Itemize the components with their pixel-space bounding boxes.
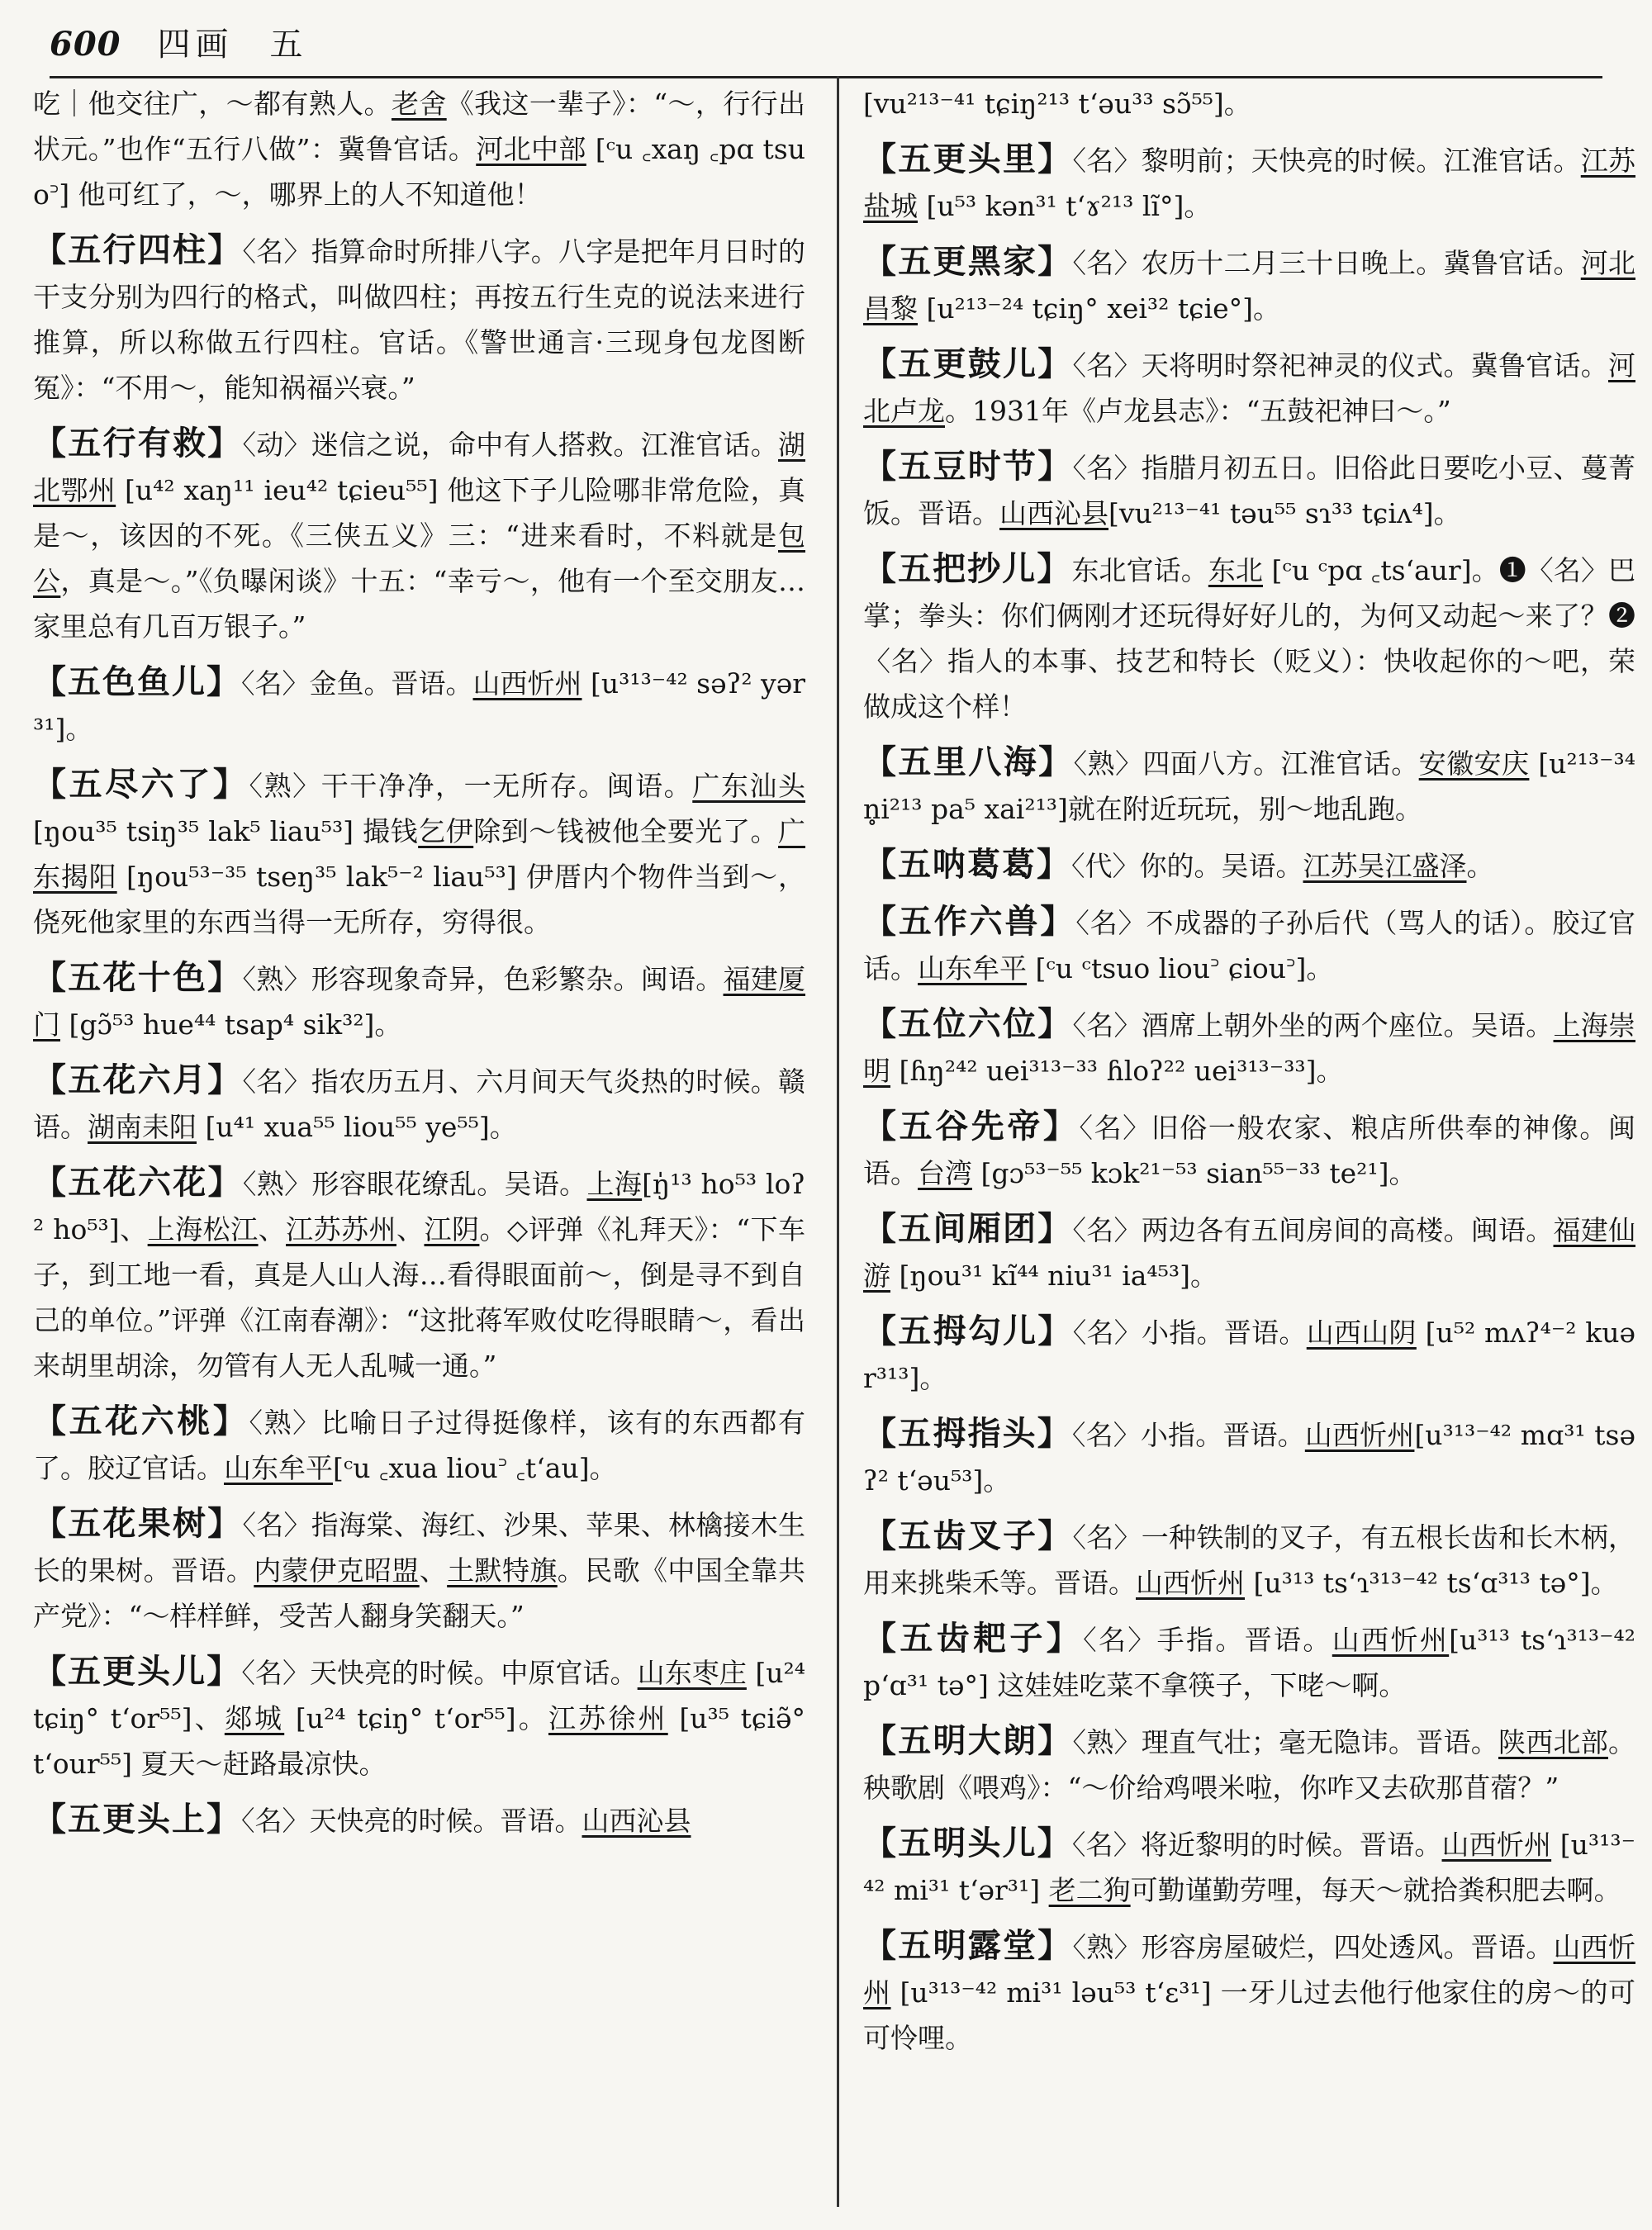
headword: 【五更头里】 — [863, 140, 1073, 178]
headword: 【五明露堂】 — [863, 1926, 1073, 1965]
definition-text: 〈名〉两边各有五间房间的高楼。闽语。 — [1072, 1214, 1554, 1246]
headword: 【五呐葛葛】 — [863, 845, 1071, 884]
definition-text: 吃｜他交往广，～都有熟人。 — [33, 88, 392, 120]
dictionary-entry — [33, 1057, 805, 1150]
place-name: 山东枣庄 — [637, 1657, 747, 1689]
definition-text: [vu²¹³⁻⁴¹ tɕiŋ²¹³ t‘əu³³ sɔ̃⁵⁵]。 — [863, 88, 1251, 120]
definition-text: 。民歌《中国全靠共产党》：“～样样鲜，受苦人翻身笑翻天。” — [33, 1554, 805, 1632]
place-name: 山东牟平 — [918, 952, 1027, 985]
place-name: 广东揭阳 — [33, 815, 805, 893]
dictionary-entry — [863, 1206, 1635, 1298]
definition-text: 〈名〉一种铁制的叉子，有五根长齿和长木柄，用来挑柴禾等。晋语。 — [863, 1521, 1635, 1599]
headword: 【五更黑家】 — [863, 242, 1073, 281]
headword: 【五更头儿】 — [33, 1652, 242, 1691]
definition-text: [u³¹³⁻⁴² mɑ³¹ tsəʔ² t‘əu⁵³]。 — [863, 1419, 1635, 1497]
definition-text: [u³¹³⁻⁴² mi³¹ ləu⁵³ t‘ɛ³¹] 一牙儿过去他行他家住的房～的可可怜哩。 — [863, 1976, 1635, 2054]
definition-text: [ŋ̍¹³ ho⁵³ loʔ² ho⁵³]、 — [33, 1168, 805, 1245]
place-name: 上海 — [586, 1168, 643, 1200]
dictionary-entry — [863, 1718, 1635, 1810]
definition-text: 〈名〉指农历五月、六月间天气炎热的时候。赣语。 — [33, 1065, 805, 1143]
place-name: 山西忻州 — [1332, 1624, 1450, 1656]
definition-text: 〈名〉农历十二月三十日晚上。冀鲁官话。 — [1072, 247, 1581, 279]
definition-text: 〈名〉将近黎明的时候。晋语。 — [1071, 1829, 1442, 1861]
definition-text: [u³¹³⁻⁴² səʔ² yər³¹]。 — [33, 667, 805, 745]
definition-text: 〈名〉天快亮的时候。中原官话。 — [241, 1657, 638, 1689]
place-name: 河北昌黎 — [863, 247, 1635, 325]
place-name: 江苏盐城 — [863, 145, 1635, 222]
headword: 【五色鱼儿】 — [33, 662, 241, 701]
place-name: 老舍 — [391, 88, 447, 120]
place-name: 老二狗 — [1048, 1874, 1131, 1906]
headword: 【五位六位】 — [863, 1004, 1073, 1043]
place-name: 河北中部 — [476, 133, 586, 165]
headword: 【五拇勾儿】 — [863, 1312, 1073, 1350]
definition-text: [ŋou⁵³⁻³⁵ tseŋ³⁵ lak⁵⁻² liau⁵³] 伊厝内个物件当到～，侥死他家里的东西当得一无所存，穷得很。 — [33, 861, 805, 938]
definition-text: 〈名〉黎明前；天快亮的时候。江淮官话。 — [1072, 145, 1581, 177]
definition-text: 。◇评弹《礼拜天》：“下车子，到工地一看，真是人山人海…看得眼面前～，倒是寻不到自己的单位。”评弹《江南春潮》：“这批蒋军败仗吃得眼睛～，看出来胡里胡涂，勿管有人无人乱喊一通。” — [33, 1213, 805, 1382]
place-name: 山西忻州 — [1304, 1419, 1415, 1451]
dictionary-entry — [33, 955, 805, 1047]
definition-text: [gɔ̃⁵³ hue⁴⁴ tsap⁴ sik³²]。 — [60, 1008, 402, 1041]
dictionary-entry — [863, 1411, 1635, 1503]
headword: 【五花十色】 — [33, 958, 243, 997]
definition-text: [u²¹³⁻³⁴ n̥i²¹³ pa⁵ xai²¹³]就在附近玩玩，别～地乱跑。 — [863, 747, 1635, 825]
definition-text: 〈熟〉形容现象奇异，色彩繁杂。闽语。 — [242, 963, 724, 995]
definition-text: [gɔ⁵³⁻⁵⁵ kɔk²¹⁻⁵³ sian⁵⁵⁻³³ te²¹]。 — [972, 1157, 1417, 1189]
definition-text: [ᶜu ꜀xua liou꜄ ꜀t‘au]。 — [333, 1452, 617, 1484]
dictionary-entry — [863, 1103, 1635, 1196]
place-name: 山西忻州 — [863, 1931, 1635, 2009]
definition-text: 〈熟〉比喻日子过得挺像样，该有的东西都有了。胶辽官话。 — [33, 1407, 805, 1484]
definition-text: ，真是～。”《负曝闲谈》十五：“幸亏～，他有一个至交朋友…家里总有几百万银子。” — [33, 565, 805, 643]
place-name: 郯城 — [224, 1702, 285, 1734]
definition-text: 〈名〉旧俗一般农家、粮店所供奉的神像。闽语。 — [863, 1112, 1635, 1189]
headword: 【五花六花】 — [33, 1163, 243, 1202]
definition-text: 、 — [419, 1554, 448, 1587]
place-name: 江苏吴江盛泽 — [1303, 850, 1467, 882]
dictionary-entry — [863, 899, 1635, 991]
dictionary-entry — [33, 1796, 805, 1843]
place-name: 江阴 — [424, 1213, 480, 1245]
dictionary-entry — [33, 1649, 805, 1786]
dictionary-entry — [863, 1001, 1635, 1094]
definition-text: 。 — [1466, 850, 1494, 882]
dictionary-entry — [33, 1501, 805, 1639]
place-name: 山西忻州 — [1441, 1829, 1552, 1861]
place-name: 山西忻州 — [1136, 1567, 1245, 1599]
definition-text: [u⁵² mʌʔ⁴⁻² kuər³¹³]。 — [863, 1317, 1635, 1394]
dictionary-entry — [863, 1616, 1635, 1708]
definition-text: 〈名〉指算命时所排八字。八字是把年月日时的干支分别为四行的格式，叫做四柱；再按五行生克的说法来进行推算，所以称做五行四柱。官话。《警世通言·三现身包龙图断冤》：“不用～，能知祸福兴衰。” — [33, 235, 805, 404]
definition-text: [ᶜu ᶜtsuo liou꜄ ɕiou꜄]。 — [1027, 952, 1334, 985]
headword: 【五作六兽】 — [863, 902, 1076, 941]
headword: 【五谷先帝】 — [863, 1107, 1080, 1146]
place-name: 福建仙游 — [863, 1214, 1635, 1292]
headword: 【五拇指头】 — [863, 1414, 1072, 1453]
headword: 【五间厢团】 — [863, 1209, 1073, 1248]
definition-text: 〈名〉小指。晋语。 — [1071, 1419, 1305, 1451]
definition-text: 〈熟〉干干净净，一无所存。闽语。 — [249, 770, 693, 802]
section-label: 四画 — [157, 26, 234, 64]
headword: 【五更头上】 — [33, 1800, 241, 1839]
column-divider — [837, 76, 839, 2207]
place-name: 山东牟平 — [224, 1452, 333, 1484]
place-name: 湖北鄂州 — [33, 429, 805, 506]
definition-text: [ᶜu ꜀xaŋ ꜀pɑ tsuo꜄] 他可红了，～，哪界上的人不知道他！ — [33, 133, 805, 211]
dictionary-entry — [863, 1513, 1635, 1606]
place-name: 江苏苏州 — [286, 1213, 396, 1245]
definition-text: [u²¹³⁻²⁴ tɕiŋ° xei³² tɕie°]。 — [918, 292, 1281, 325]
headword: 【五花六桃】 — [33, 1402, 249, 1440]
definition-text: 可勤谨勤劳哩，每天～就拾粪积肥去啊。 — [1130, 1874, 1621, 1906]
place-name: 陕西北部 — [1498, 1726, 1608, 1758]
headword: 【五行有救】 — [33, 424, 243, 463]
definition-text: [u³¹³ ts‘ɿ³¹³⁻⁴² p‘ɑ³¹ tə°] 这娃娃吃菜不拿筷子，下咾～啊。 — [863, 1624, 1635, 1701]
headword: 【五齿叉子】 — [863, 1516, 1073, 1555]
place-name: 河北卢龙 — [863, 349, 1635, 427]
place-name: 上海崇明 — [863, 1009, 1635, 1087]
definition-text: [u³⁵ tɕiə̃° t‘our⁵⁵] 夏天～赶路最凉快。 — [33, 1702, 805, 1780]
definition-text: 、 — [258, 1213, 287, 1245]
definition-text: 〈名〉天快亮的时候。晋语。 — [241, 1805, 582, 1837]
page-number: 600 — [50, 25, 121, 64]
definition-text: 〈名〉指海棠、海红、沙果、苹果、林檎接木生长的果树。晋语。 — [33, 1509, 805, 1587]
dictionary-entry — [33, 1160, 805, 1388]
definition-text: 〈名〉手指。晋语。 — [1083, 1624, 1332, 1656]
place-name: 山西沁县 — [582, 1805, 691, 1837]
place-name: 福建厦门 — [33, 963, 805, 1041]
headword: 【五齿耙子】 — [863, 1619, 1084, 1658]
definition-text: 、 — [396, 1213, 425, 1245]
definition-text: 〈名〉小指。晋语。 — [1072, 1317, 1307, 1349]
headword: 【五行四柱】 — [33, 230, 243, 269]
definition-text: [vu²¹³⁻⁴¹ təu⁵⁵ sɿ³³ tɕiʌ⁴]。 — [1108, 497, 1461, 529]
definition-text: [u⁵³ kən³¹ t‘ɤ²¹³ lĩ°]。 — [918, 190, 1212, 222]
place-name: 江苏徐州 — [548, 1702, 668, 1734]
definition-text: [ᶜu ᶜpɑ ꜀ts‘aur]。❶〈名〉巴掌；拳头：你们俩刚才还玩得好好儿的，为何又动起～来了？❷〈名〉指人的本事、技艺和特长（贬义）：快收起你的～吧，荣做成这个样！ — [863, 554, 1635, 723]
definition-text: 〈名〉酒席上朝外坐的两个座位。吴语。 — [1072, 1009, 1554, 1041]
place-name: 广东汕头 — [692, 770, 805, 802]
dictionary-entry — [863, 842, 1635, 889]
definition-text: [u²⁴ tɕiŋ° t‘or⁵⁵]、 — [33, 1657, 805, 1734]
definition-text: [ɦŋ²⁴² uei³¹³⁻³³ ɦloʔ²² uei³¹³⁻³³]。 — [890, 1055, 1344, 1087]
dictionary-entry — [863, 341, 1635, 434]
place-name: 山西山阴 — [1306, 1317, 1417, 1349]
dictionary-entry — [33, 762, 805, 945]
dictionary-entry — [33, 1398, 805, 1491]
place-name: 包公 — [33, 520, 805, 597]
headword: 【五花果树】 — [33, 1504, 243, 1543]
place-name: 内蒙伊克昭盟 — [254, 1554, 420, 1587]
headword: 【五明头儿】 — [863, 1824, 1072, 1862]
left-column — [33, 81, 805, 2212]
definition-text: 〈名〉指腊月初五日。旧俗此日要吃小豆、蔓菁饭。晋语。 — [863, 452, 1635, 529]
right-column — [863, 81, 1635, 2212]
headword: 【五把抄儿】 — [863, 549, 1072, 588]
headword: 【五尽六了】 — [33, 765, 249, 804]
place-name: 山西沁县 — [999, 497, 1108, 529]
definition-text: 《我这一辈子》：“～，行行出状元。”也作“五行八做”：冀鲁官话。 — [33, 88, 805, 165]
headword: 【五更鼓儿】 — [863, 344, 1073, 383]
definition-text: 〈熟〉理直气壮；毫无隐讳。晋语。 — [1072, 1726, 1498, 1758]
headword: 【五明大朗】 — [863, 1721, 1073, 1760]
page-header — [50, 18, 1602, 78]
dictionary-entry — [863, 546, 1635, 729]
definition-text: 东北官话。 — [1071, 554, 1208, 586]
entry-continuation — [33, 81, 805, 217]
place-name: 东北 — [1208, 554, 1263, 586]
place-name: 山西忻州 — [472, 667, 582, 700]
definition-text: 。1931年《卢龙县志》：“五鼓祀神曰～。” — [945, 395, 1451, 427]
definition-text: 〈名〉天将明时祭祀神灵的仪式。冀鲁官话。 — [1072, 349, 1608, 382]
definition-text: 〈动〉迷信之说，命中有人搭救。江淮官话。 — [242, 429, 778, 461]
definition-text: [ŋou³⁵ tsiŋ³⁵ lak⁵ liau⁵³] 撮钱 — [33, 815, 419, 847]
definition-text: [u³¹³ ts‘ɿ³¹³⁻⁴² ts‘ɑ³¹³ tə°]。 — [1245, 1567, 1618, 1599]
place-name: 上海松江 — [147, 1213, 259, 1245]
headword: 【五豆时节】 — [863, 447, 1073, 486]
place-name: 台湾 — [918, 1157, 972, 1189]
dictionary-entry — [863, 136, 1635, 229]
dictionary-entry — [33, 420, 805, 649]
place-name: 安徽安庆 — [1418, 747, 1530, 780]
dictionary-entry — [863, 444, 1635, 536]
definition-text: 〈熟〉形容房屋破烂，四处透风。晋语。 — [1072, 1931, 1554, 1963]
definition-text: [u²⁴ tɕiŋ° t‘or⁵⁵]。 — [284, 1702, 548, 1734]
dictionary-entry — [33, 659, 805, 752]
dictionary-entry — [33, 227, 805, 410]
place-name: 湖南耒阳 — [88, 1111, 197, 1143]
head-character: 五 — [269, 26, 308, 64]
dictionary-entry — [863, 1308, 1635, 1401]
place-name: 土默特旗 — [447, 1554, 558, 1587]
dictionary-entry — [863, 739, 1635, 832]
definition-text: [u³¹³⁻⁴² mi³¹ t‘ər³¹] — [863, 1829, 1635, 1906]
definition-text: [ŋou³¹ kĩ⁴⁴ niu³¹ ia⁴⁵³]。 — [890, 1260, 1218, 1292]
dictionary-entry — [863, 1923, 1635, 2061]
definition-text: [u⁴² xaŋ¹¹ ieu⁴² tɕieu⁵⁵] 他这下子儿险哪非常危险，真是～，该因的不死。《三侠五义》三：“进来看时，不料就是 — [33, 474, 805, 552]
definition-text: 〈名〉不成器的子孙后代（骂人的话）。胶辽官话。 — [863, 907, 1635, 985]
dictionary-entry — [863, 239, 1635, 331]
definition-text: [u⁴¹ xua⁵⁵ liou⁵⁵ ye⁵⁵]。 — [197, 1111, 517, 1143]
definition-text: 〈名〉金鱼。晋语。 — [241, 667, 473, 700]
headword: 【五花六月】 — [33, 1060, 243, 1099]
definition-text: 〈熟〉形容眼花缭乱。吴语。 — [242, 1168, 587, 1200]
place-name: 乞伊 — [418, 815, 474, 847]
definition-text: 〈熟〉四面八方。江淮官话。 — [1073, 747, 1419, 780]
definition-text: 〈代〉你的。吴语。 — [1071, 850, 1303, 882]
definition-text: 。秧歌剧《喂鸡》：“～价给鸡喂米啦，你咋又去砍那苜蓿？” — [863, 1726, 1635, 1804]
definition-text: 除到～钱被他全要光了。 — [473, 815, 779, 847]
headword: 【五里八海】 — [863, 743, 1074, 781]
entry-continuation — [863, 81, 1635, 126]
dictionary-entry — [863, 1820, 1635, 1913]
